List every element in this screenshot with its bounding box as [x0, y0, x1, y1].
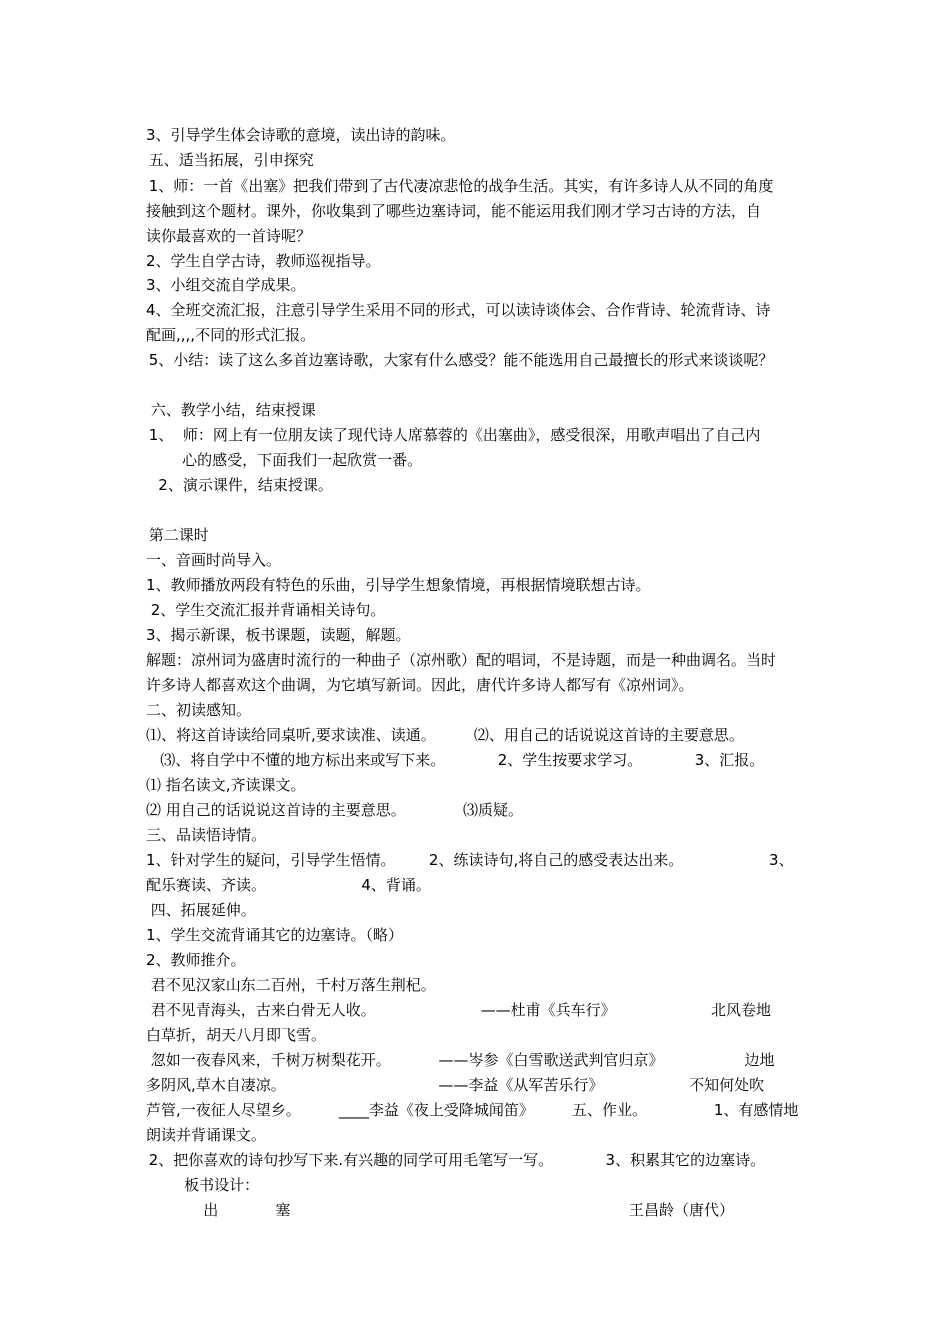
text-line: 2、教师推介。 — [146, 951, 246, 969]
text-line: 3、引导学生体会诗歌的意境，读出诗的韵味。 — [146, 126, 456, 144]
text-line: 1、针对学生的疑问，引导学生悟情。 2、练读诗句,将自己的感受表达出来。 3、 — [146, 851, 794, 869]
board-design-heading: 板书设计： — [146, 1176, 260, 1194]
text-line: 2、演示课件，结束授课。 — [144, 476, 333, 494]
text-line: 配乐赛读、齐读。 4、背诵。 — [146, 876, 431, 894]
text-line: 3、小组交流自学成果。 — [146, 276, 306, 294]
poem-line: 忽如一夜春风来，千树万树梨花开。 ——岑参《白雪歌送武判官归京》 边地 — [146, 1051, 775, 1069]
text-line: 解题：凉州词为盛唐时流行的一种曲子（凉州歌）配的唱词，不是诗题，而是一种曲调名。当时 — [146, 651, 777, 669]
section-heading: 三、品读悟诗情。 — [146, 826, 267, 844]
text-line: ⑵ 用自己的话说说这首诗的主要意思。 ⑶质疑。 — [146, 801, 523, 819]
poem-line: 多阴风,草木自凄凉。 ——李益《从军苦乐行》 不知何处吹 — [146, 1076, 765, 1094]
text-line: 4、全班交流汇报，注意引导学生采用不同的形式，可以读诗谈体会、合作背诗、轮流背诗、诗 — [146, 301, 771, 319]
text-line: 5、小结：读了这么多首边塞诗歌，大家有什么感受？能不能选用自己最擅长的形式来谈谈呢？ — [144, 351, 774, 369]
section-heading: 二、初读感知。 — [146, 701, 252, 719]
text-line: 朗读并背诵课文。 — [146, 1126, 267, 1144]
text-line: 许多诗人都喜欢这个曲调，为它填写新词。因此，唐代许多诗人都写有《凉州词》。 — [146, 676, 694, 694]
section-heading: 六、教学小结，结束授课 — [146, 401, 316, 419]
poem-line: 芦管,一夜征人尽望乡。 ____李益《夜上受降城闻笛》 五、作业。 1、有感情地 — [146, 1101, 799, 1119]
poem-line: 君不见汉家山东二百州，千村万落生荆杞。 — [146, 976, 436, 994]
section-heading: 一、音画时尚导入。 — [146, 551, 282, 569]
section-heading: 五、适当拓展，引申探究 — [144, 151, 314, 169]
text-line: 2、学生交流汇报并背诵相关诗句。 — [146, 601, 386, 619]
text-line: ⑴ 指名读文,齐读课文。 — [146, 776, 306, 794]
text-line: 3、揭示新课，板书课题，读题，解题。 — [146, 626, 411, 644]
text-line: 读你最喜欢的一首诗呢？ — [146, 227, 312, 245]
text-line: ⑴、将这首诗读给同桌听,要求读准、读通。 ⑵、用自己的话说说这首诗的主要意思。 — [146, 726, 744, 744]
board-design-title: 出 塞 王昌龄（唐代） — [146, 1201, 734, 1219]
text-line: 配画,,,,不同的形式汇报。 — [146, 326, 316, 344]
section-heading: 四、拓展延伸。 — [146, 901, 256, 919]
text-line: 心的感受，下面我们一起欣赏一番。 — [144, 451, 423, 469]
text-line: 2、学生自学古诗，教师巡视指导。 — [146, 252, 381, 270]
lesson-heading: 第二课时 — [144, 526, 209, 544]
text-line: 1、 师：网上有一位朋友读了现代诗人席慕蓉的《出塞曲》，感受很深，用歌声唱出了自己内 — [144, 426, 761, 444]
text-line: 1、教师播放两段有特色的乐曲，引导学生想象情境，再根据情境联想古诗。 — [146, 576, 651, 594]
text-line: 2、把你喜欢的诗句抄写下来.有兴趣的同学可用毛笔写一写。 3、积累其它的边塞诗。 — [144, 1151, 766, 1169]
poem-line: 君不见青海头，古来白骨无人收。 ——杜甫《兵车行》 北风卷地 — [146, 1001, 772, 1019]
text-line: ⑶、将自学中不懂的地方标出来或写下来。 2、学生按要求学习。 3、汇报。 — [146, 751, 765, 769]
poem-line: 白草折，胡天八月即飞雪。 — [146, 1026, 327, 1044]
text-line: 1、师：一首《出塞》把我们带到了古代凄凉悲怆的战争生活。其实，有许多诗人从不同的角度 — [144, 177, 774, 195]
text-line: 1、学生交流背诵其它的边塞诗。（略） — [146, 926, 404, 944]
text-line: 接触到这个题材。课外，你收集到了哪些边塞诗词，能不能运用我们刚才学习古诗的方法，自 — [146, 202, 762, 220]
